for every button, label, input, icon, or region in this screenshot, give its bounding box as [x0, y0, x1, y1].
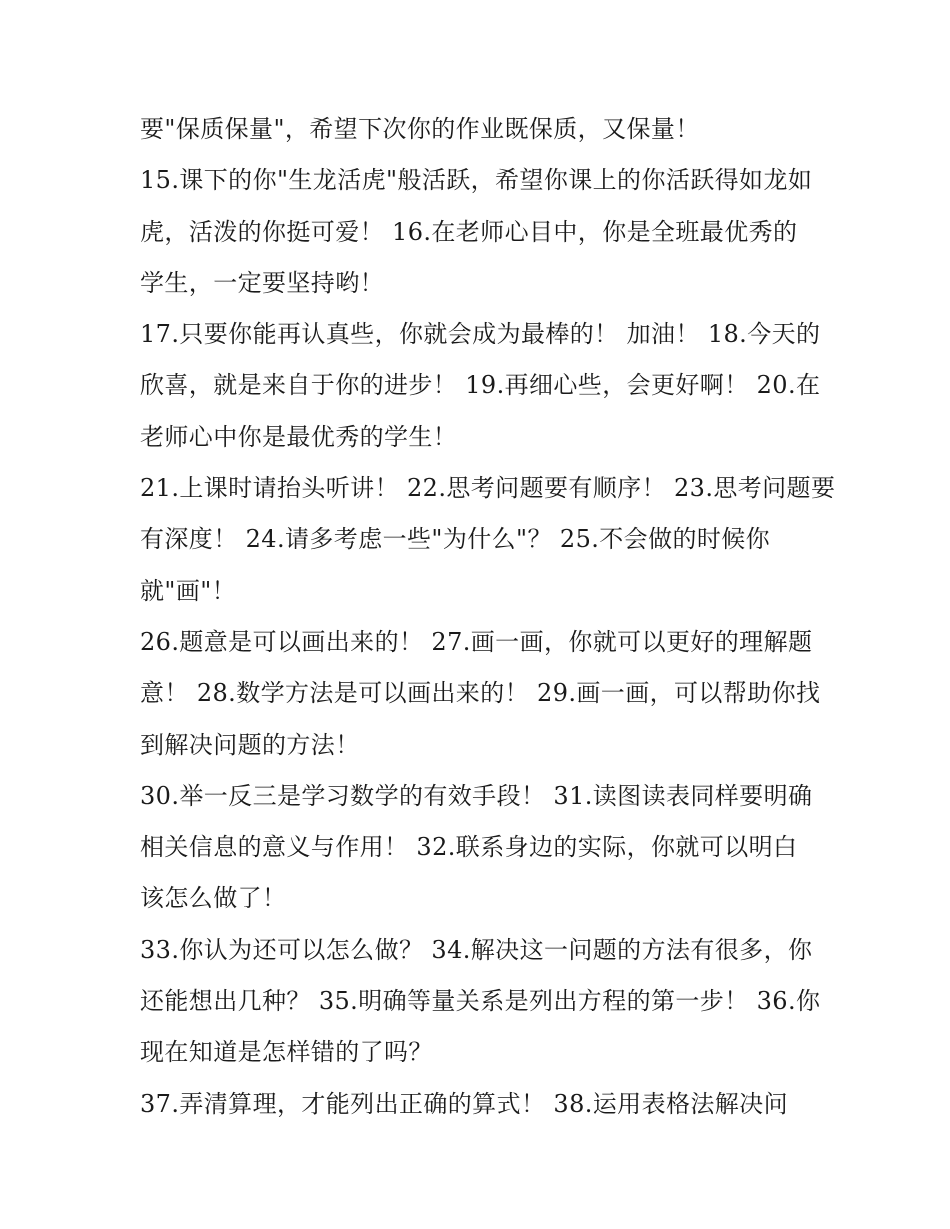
- text-line: 21.上课时请抬头听讲！ 22.思考问题要有顺序！ 23.思考问题要: [140, 474, 836, 503]
- text-line: 17.只要你能再认真些，你就会成为最棒的！ 加油！ 18.今天的: [140, 320, 821, 349]
- text-line: 33.你认为还可以怎么做？ 34.解决这一问题的方法有很多，你: [140, 935, 813, 964]
- text-line: 该怎么做了！: [140, 884, 287, 913]
- text-line: 意！ 28.数学方法是可以画出来的！ 29.画一画，可以帮助你找: [140, 679, 821, 708]
- text-line: 还能想出几种？ 35.明确等量关系是列出方程的第一步！ 36.你: [140, 987, 821, 1016]
- text-line: 老师心中你是最优秀的学生！: [140, 422, 458, 451]
- text-line: 学生，一定要坚持哟！: [140, 268, 384, 297]
- text-line: 欣喜，就是来自于你的进步！ 19.再细心些，会更好啊！ 20.在: [140, 371, 821, 400]
- comment-text-block: [140, 108, 836, 1134]
- text-line: 有深度！ 24.请多考虑一些"为什么"？ 25.不会做的时候你: [140, 525, 771, 554]
- text-line: 虎，活泼的你挺可爱！ 16.在老师心目中，你是全班最优秀的: [140, 217, 798, 246]
- text-line: 到解决问题的方法！: [140, 730, 360, 759]
- text-line: 就"画"！: [140, 576, 237, 605]
- text-line: 现在知道是怎样错的了吗？: [140, 1038, 433, 1067]
- text-line: 要"保质保量"，希望下次你的作业既保质，又保量！: [140, 115, 700, 143]
- text-line: 30.举一反三是学习数学的有效手段！ 31.读图读表同样要明确: [140, 781, 813, 810]
- text-line: 26.题意是可以画出来的！ 27.画一画，你就可以更好的理解题: [140, 627, 813, 656]
- text-line: 相关信息的意义与作用！ 32.联系身边的实际，你就可以明白: [140, 833, 798, 862]
- text-line: 15.课下的你"生龙活虎"般活跃，希望你课上的你活跃得如龙如: [140, 166, 813, 195]
- text-line: 37.弄清算理，才能列出正确的算式！ 38.运用表格法解决问: [140, 1089, 788, 1118]
